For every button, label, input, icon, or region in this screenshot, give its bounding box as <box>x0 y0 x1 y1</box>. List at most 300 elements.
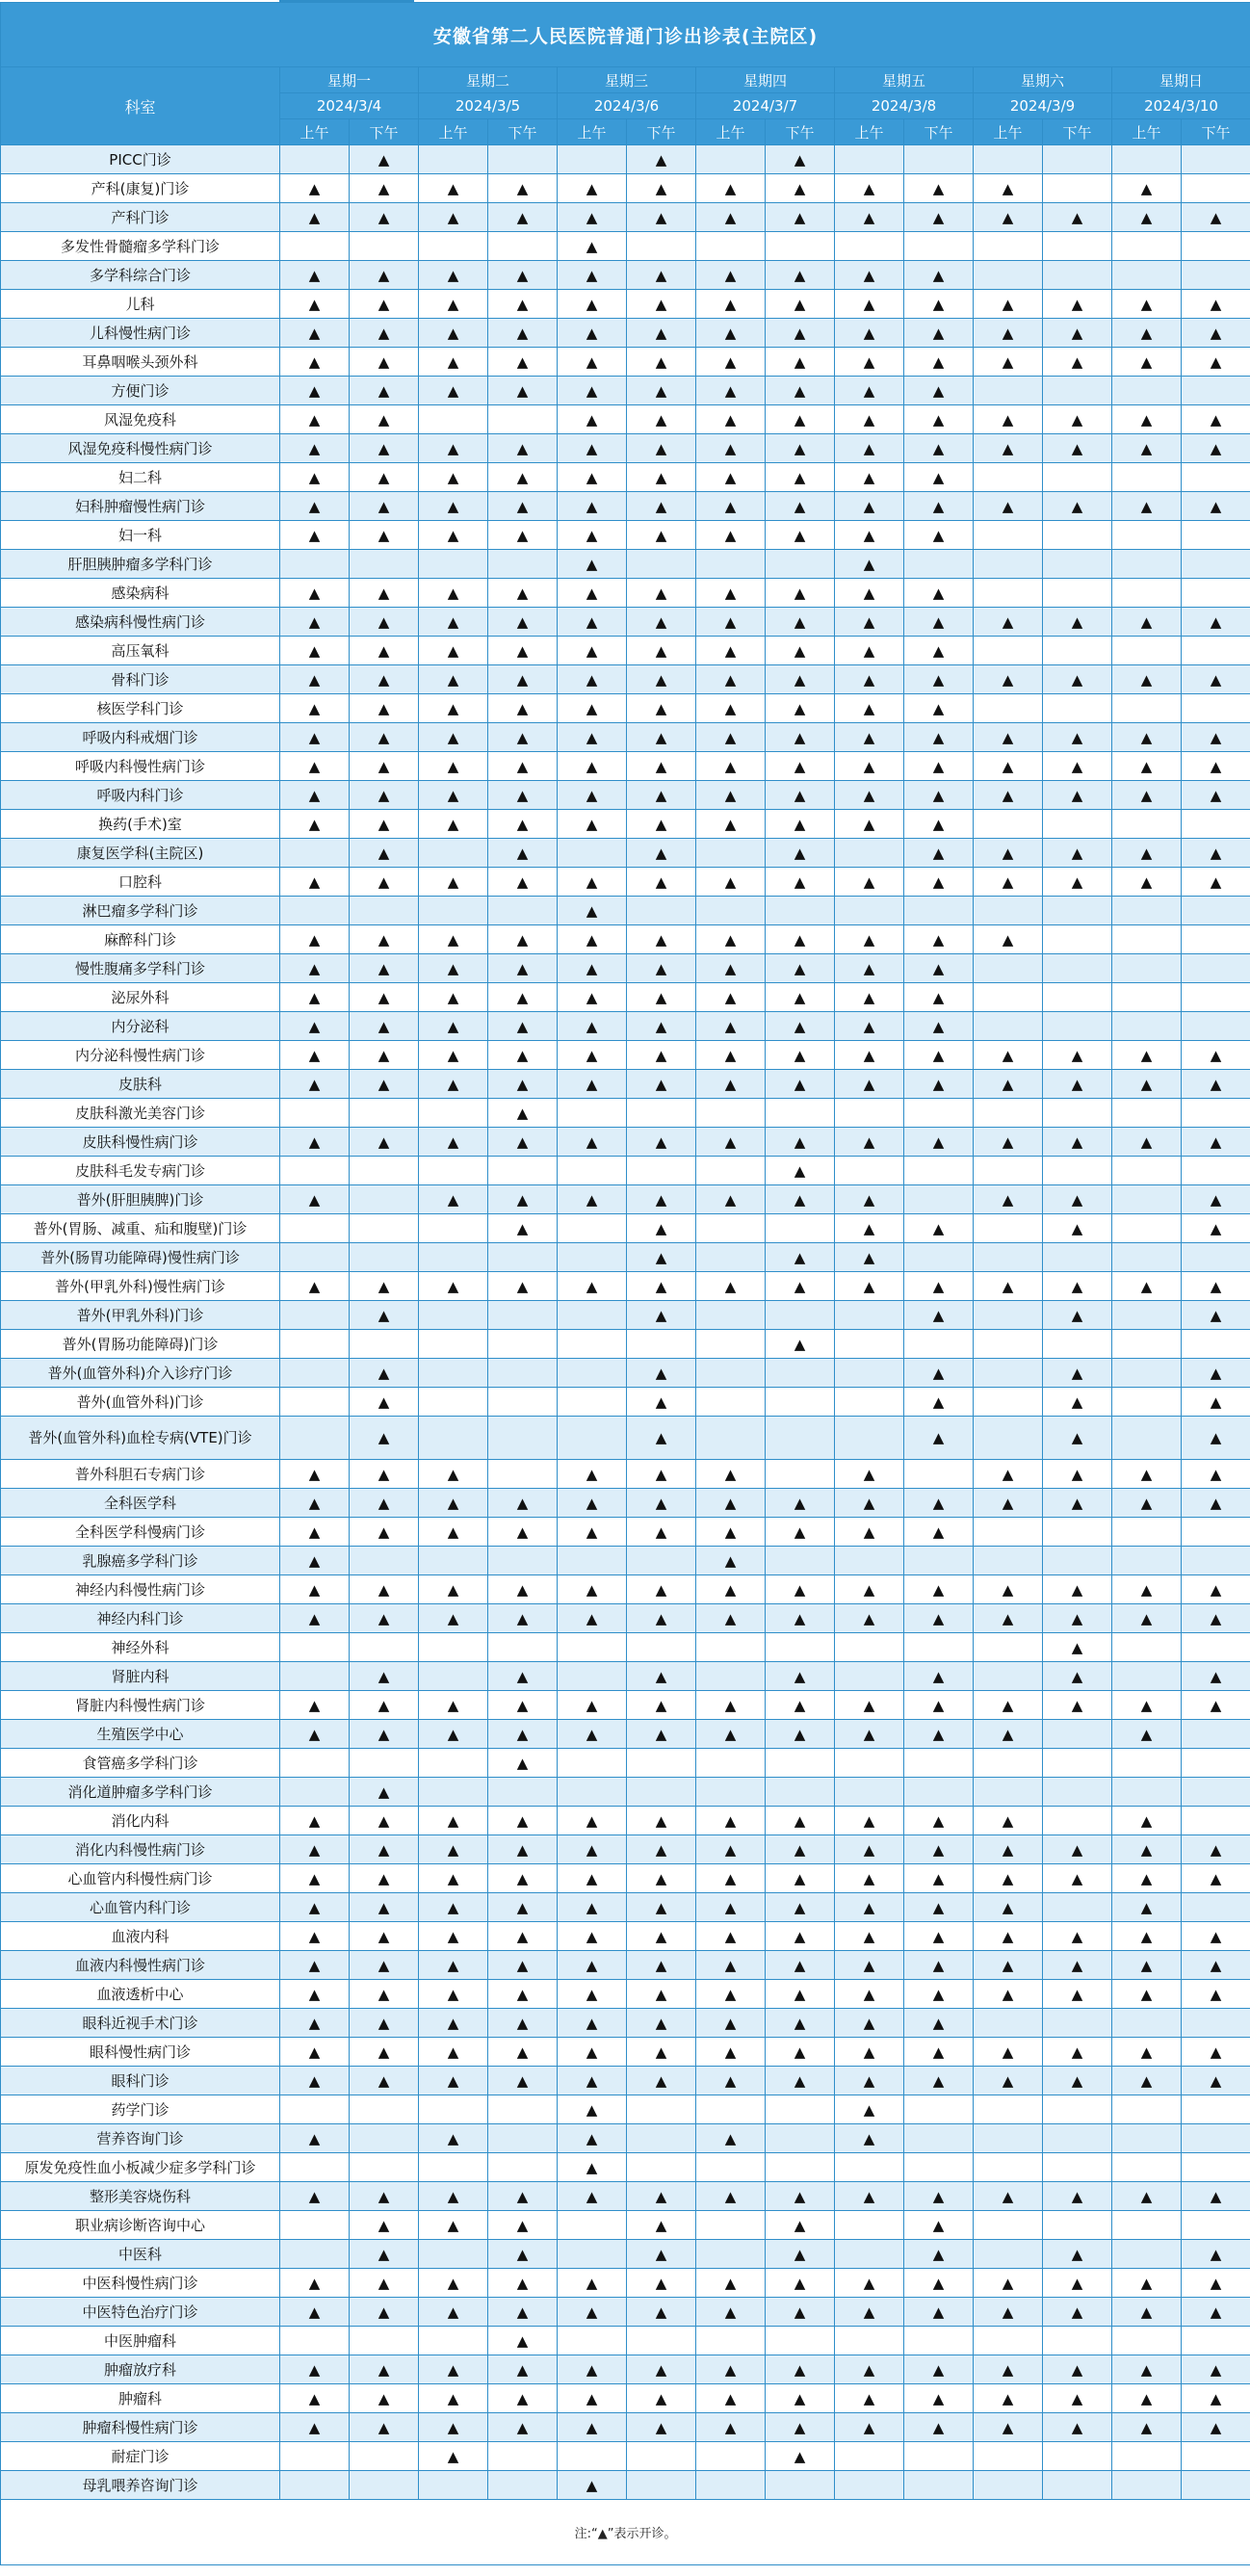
open-slot-mark: ▲ <box>696 405 766 434</box>
open-slot-mark: ▲ <box>1112 1893 1182 1922</box>
empty-slot-cell <box>1182 954 1250 983</box>
open-slot-mark: ▲ <box>835 405 904 434</box>
open-slot-mark: ▲ <box>558 1980 627 2009</box>
open-slot-mark: ▲ <box>904 925 974 954</box>
open-slot-mark: ▲ <box>904 2038 974 2067</box>
open-slot-mark: ▲ <box>280 319 350 348</box>
open-slot-mark: ▲ <box>627 752 696 781</box>
am-header: 上午 <box>1112 119 1182 145</box>
empty-slot-cell <box>419 1214 488 1243</box>
dept-name-cell: 乳腺癌多学科门诊 <box>1 1547 280 1575</box>
empty-slot-cell <box>1043 1243 1112 1272</box>
open-slot-mark: ▲ <box>904 2240 974 2269</box>
open-slot-mark: ▲ <box>350 319 419 348</box>
open-slot-mark: ▲ <box>904 839 974 868</box>
open-slot-mark: ▲ <box>280 492 350 521</box>
empty-slot-cell <box>835 232 904 261</box>
table-row <box>1 174 1250 203</box>
table-row <box>1 463 1250 492</box>
table-row <box>1 2067 1250 2095</box>
open-slot-mark: ▲ <box>350 579 419 608</box>
empty-slot-cell <box>974 2095 1043 2124</box>
open-slot-mark: ▲ <box>696 2009 766 2038</box>
open-slot-mark: ▲ <box>558 983 627 1012</box>
empty-slot-cell <box>1112 463 1182 492</box>
open-slot-mark: ▲ <box>696 2182 766 2211</box>
empty-slot-cell <box>350 1749 419 1778</box>
open-slot-mark: ▲ <box>974 1489 1043 1518</box>
empty-slot-cell <box>1112 983 1182 1012</box>
empty-slot-cell <box>835 2327 904 2355</box>
open-slot-mark: ▲ <box>904 2298 974 2327</box>
open-slot-mark: ▲ <box>1043 1460 1112 1489</box>
open-slot-mark: ▲ <box>488 1980 558 2009</box>
empty-slot-cell <box>1182 579 1250 608</box>
open-slot-mark: ▲ <box>558 2124 627 2153</box>
empty-slot-cell <box>350 2327 419 2355</box>
open-slot-mark: ▲ <box>766 2355 835 2384</box>
date-header: 2024/3/5 <box>419 93 558 119</box>
open-slot-mark: ▲ <box>627 665 696 694</box>
open-slot-mark: ▲ <box>696 2067 766 2095</box>
empty-slot-cell <box>974 145 1043 174</box>
open-slot-mark: ▲ <box>696 434 766 463</box>
open-slot-mark: ▲ <box>558 1012 627 1041</box>
table-row <box>1 1359 1250 1388</box>
open-slot-mark: ▲ <box>627 1460 696 1489</box>
table-row <box>1 1041 1250 1070</box>
empty-slot-cell <box>696 2442 766 2471</box>
empty-slot-cell <box>835 1388 904 1417</box>
open-slot-mark: ▲ <box>696 723 766 752</box>
open-slot-mark: ▲ <box>280 2298 350 2327</box>
empty-slot-cell <box>696 2471 766 2500</box>
open-slot-mark: ▲ <box>488 319 558 348</box>
empty-slot-cell <box>1043 1807 1112 1835</box>
table-row <box>1 868 1250 897</box>
empty-slot-cell <box>835 1633 904 1662</box>
empty-slot-cell <box>766 1301 835 1330</box>
open-slot-mark: ▲ <box>1043 1633 1112 1662</box>
table-row <box>1 1720 1250 1749</box>
table-row <box>1 1157 1250 1185</box>
empty-slot-cell <box>835 145 904 174</box>
empty-slot-cell <box>1112 1214 1182 1243</box>
dept-name-cell: 原发免疫性血小板减少症多学科门诊 <box>1 2153 280 2182</box>
open-slot-mark: ▲ <box>974 1128 1043 1157</box>
dept-name-cell: 血液透析中心 <box>1 1980 280 2009</box>
open-slot-mark: ▲ <box>350 203 419 232</box>
dept-name-cell: 神经内科慢性病门诊 <box>1 1575 280 1604</box>
empty-slot-cell <box>350 1214 419 1243</box>
empty-slot-cell <box>350 232 419 261</box>
open-slot-mark: ▲ <box>696 1272 766 1301</box>
open-slot-mark: ▲ <box>488 839 558 868</box>
pm-header: 下午 <box>1043 119 1112 145</box>
open-slot-mark: ▲ <box>1182 1489 1250 1518</box>
empty-slot-cell <box>350 2124 419 2153</box>
open-slot-mark: ▲ <box>766 954 835 983</box>
dept-name-cell: 普外(血管外科)门诊 <box>1 1388 280 1417</box>
empty-slot-cell <box>974 954 1043 983</box>
dept-name-cell: 内分泌科 <box>1 1012 280 1041</box>
open-slot-mark: ▲ <box>696 290 766 319</box>
open-slot-mark: ▲ <box>558 2067 627 2095</box>
open-slot-mark: ▲ <box>696 1128 766 1157</box>
empty-slot-cell <box>627 1157 696 1185</box>
open-slot-mark: ▲ <box>974 2269 1043 2298</box>
open-slot-mark: ▲ <box>974 608 1043 637</box>
open-slot-mark: ▲ <box>1182 1214 1250 1243</box>
empty-slot-cell <box>1112 579 1182 608</box>
empty-slot-cell <box>1112 694 1182 723</box>
open-slot-mark: ▲ <box>766 1185 835 1214</box>
dept-name-cell: 妇一科 <box>1 521 280 550</box>
empty-slot-cell <box>835 1547 904 1575</box>
open-slot-mark: ▲ <box>766 839 835 868</box>
open-slot-mark: ▲ <box>1043 1951 1112 1980</box>
open-slot-mark: ▲ <box>1182 2413 1250 2442</box>
empty-slot-cell <box>488 232 558 261</box>
am-header: 上午 <box>696 119 766 145</box>
open-slot-mark: ▲ <box>835 810 904 839</box>
open-slot-mark: ▲ <box>1043 1128 1112 1157</box>
open-slot-mark: ▲ <box>974 2413 1043 2442</box>
empty-slot-cell <box>1112 1157 1182 1185</box>
open-slot-mark: ▲ <box>280 1070 350 1099</box>
open-slot-mark: ▲ <box>350 2355 419 2384</box>
am-header: 上午 <box>558 119 627 145</box>
open-slot-mark: ▲ <box>280 925 350 954</box>
table-row <box>1 1922 1250 1951</box>
open-slot-mark: ▲ <box>1043 1070 1112 1099</box>
empty-slot-cell <box>1043 2009 1112 2038</box>
open-slot-mark: ▲ <box>558 810 627 839</box>
dept-name-cell: 换药(手术)室 <box>1 810 280 839</box>
dept-name-cell: 心血管内科慢性病门诊 <box>1 1864 280 1893</box>
open-slot-mark: ▲ <box>558 2153 627 2182</box>
dept-column-header: 科室 <box>1 67 280 145</box>
open-slot-mark: ▲ <box>280 405 350 434</box>
open-slot-mark: ▲ <box>627 1951 696 1980</box>
open-slot-mark: ▲ <box>974 752 1043 781</box>
open-slot-mark: ▲ <box>488 781 558 810</box>
empty-slot-cell <box>558 1749 627 1778</box>
open-slot-mark: ▲ <box>1043 2298 1112 2327</box>
open-slot-mark: ▲ <box>696 1720 766 1749</box>
open-slot-mark: ▲ <box>1112 1720 1182 1749</box>
open-slot-mark: ▲ <box>766 608 835 637</box>
open-slot-mark: ▲ <box>766 810 835 839</box>
open-slot-mark: ▲ <box>488 1662 558 1691</box>
open-slot-mark: ▲ <box>627 1185 696 1214</box>
open-slot-mark: ▲ <box>280 954 350 983</box>
open-slot-mark: ▲ <box>1043 2067 1112 2095</box>
empty-slot-cell <box>350 1547 419 1575</box>
empty-slot-cell <box>1112 1359 1182 1388</box>
open-slot-mark: ▲ <box>627 1893 696 1922</box>
empty-slot-cell <box>350 1633 419 1662</box>
empty-slot-cell <box>558 839 627 868</box>
empty-slot-cell <box>974 983 1043 1012</box>
open-slot-mark: ▲ <box>766 1012 835 1041</box>
open-slot-mark: ▲ <box>419 1012 488 1041</box>
empty-slot-cell <box>1112 1749 1182 1778</box>
open-slot-mark: ▲ <box>1112 868 1182 897</box>
dept-name-cell: 普外(甲乳外科)慢性病门诊 <box>1 1272 280 1301</box>
open-slot-mark: ▲ <box>696 2124 766 2153</box>
open-slot-mark: ▲ <box>419 1980 488 2009</box>
empty-slot-cell <box>1043 637 1112 665</box>
empty-slot-cell <box>1112 1388 1182 1417</box>
empty-slot-cell <box>419 1330 488 1359</box>
empty-slot-cell <box>558 1778 627 1807</box>
open-slot-mark: ▲ <box>558 723 627 752</box>
empty-slot-cell <box>280 1417 350 1460</box>
table-row <box>1 2413 1250 2442</box>
empty-slot-cell <box>1182 1807 1250 1835</box>
open-slot-mark: ▲ <box>488 1185 558 1214</box>
table-row <box>1 1272 1250 1301</box>
open-slot-mark: ▲ <box>558 232 627 261</box>
open-slot-mark: ▲ <box>904 434 974 463</box>
open-slot-mark: ▲ <box>835 2038 904 2067</box>
open-slot-mark: ▲ <box>419 1489 488 1518</box>
open-slot-mark: ▲ <box>350 492 419 521</box>
open-slot-mark: ▲ <box>350 1951 419 1980</box>
empty-slot-cell <box>696 1417 766 1460</box>
empty-slot-cell <box>974 2124 1043 2153</box>
empty-slot-cell <box>1182 463 1250 492</box>
open-slot-mark: ▲ <box>835 1864 904 1893</box>
empty-slot-cell <box>904 1778 974 1807</box>
empty-slot-cell <box>558 1633 627 1662</box>
open-slot-mark: ▲ <box>766 2182 835 2211</box>
pm-header: 下午 <box>1182 119 1250 145</box>
table-row <box>1 954 1250 983</box>
open-slot-mark: ▲ <box>280 1835 350 1864</box>
clinic-schedule-table <box>0 2 1250 2565</box>
open-slot-mark: ▲ <box>419 983 488 1012</box>
open-slot-mark: ▲ <box>1112 492 1182 521</box>
empty-slot-cell <box>696 2240 766 2269</box>
open-slot-mark: ▲ <box>974 925 1043 954</box>
open-slot-mark: ▲ <box>419 348 488 377</box>
open-slot-mark: ▲ <box>280 1951 350 1980</box>
open-slot-mark: ▲ <box>627 954 696 983</box>
empty-slot-cell <box>419 232 488 261</box>
empty-slot-cell <box>835 839 904 868</box>
dept-name-cell: 生殖医学中心 <box>1 1720 280 1749</box>
table-row <box>1 1417 1250 1460</box>
open-slot-mark: ▲ <box>419 290 488 319</box>
open-slot-mark: ▲ <box>904 608 974 637</box>
open-slot-mark: ▲ <box>627 1388 696 1417</box>
open-slot-mark: ▲ <box>419 463 488 492</box>
am-header: 上午 <box>419 119 488 145</box>
table-row <box>1 1489 1250 1518</box>
open-slot-mark: ▲ <box>1182 1272 1250 1301</box>
open-slot-mark: ▲ <box>766 492 835 521</box>
table-row <box>1 752 1250 781</box>
empty-slot-cell <box>1112 2327 1182 2355</box>
open-slot-mark: ▲ <box>1043 781 1112 810</box>
open-slot-mark: ▲ <box>627 2384 696 2413</box>
dept-name-cell: 肝胆胰肿瘤多学科门诊 <box>1 550 280 579</box>
open-slot-mark: ▲ <box>835 925 904 954</box>
open-slot-mark: ▲ <box>627 290 696 319</box>
open-slot-mark: ▲ <box>1112 2413 1182 2442</box>
open-slot-mark: ▲ <box>627 174 696 203</box>
open-slot-mark: ▲ <box>488 1518 558 1547</box>
open-slot-mark: ▲ <box>1112 1951 1182 1980</box>
open-slot-mark: ▲ <box>766 434 835 463</box>
table-row <box>1 2211 1250 2240</box>
open-slot-mark: ▲ <box>627 1720 696 1749</box>
open-slot-mark: ▲ <box>419 1807 488 1835</box>
open-slot-mark: ▲ <box>696 810 766 839</box>
table-row <box>1 1185 1250 1214</box>
open-slot-mark: ▲ <box>974 1720 1043 1749</box>
open-slot-mark: ▲ <box>1043 290 1112 319</box>
empty-slot-cell <box>1112 897 1182 925</box>
open-slot-mark: ▲ <box>280 781 350 810</box>
dept-name-cell: 呼吸内科戒烟门诊 <box>1 723 280 752</box>
open-slot-mark: ▲ <box>904 261 974 290</box>
open-slot-mark: ▲ <box>1043 1489 1112 1518</box>
open-slot-mark: ▲ <box>766 1604 835 1633</box>
open-slot-mark: ▲ <box>419 1185 488 1214</box>
empty-slot-cell <box>1043 2327 1112 2355</box>
open-slot-mark: ▲ <box>904 492 974 521</box>
empty-slot-cell <box>280 1301 350 1330</box>
open-slot-mark: ▲ <box>280 1460 350 1489</box>
open-slot-mark: ▲ <box>904 1070 974 1099</box>
dept-name-cell: 血液内科慢性病门诊 <box>1 1951 280 1980</box>
empty-slot-cell <box>558 1388 627 1417</box>
dept-name-cell: 儿科 <box>1 290 280 319</box>
empty-slot-cell <box>419 1749 488 1778</box>
open-slot-mark: ▲ <box>835 2182 904 2211</box>
open-slot-mark: ▲ <box>488 2269 558 2298</box>
open-slot-mark: ▲ <box>766 2211 835 2240</box>
empty-slot-cell <box>696 1749 766 1778</box>
open-slot-mark: ▲ <box>1112 2269 1182 2298</box>
empty-slot-cell <box>835 2211 904 2240</box>
open-slot-mark: ▲ <box>766 2413 835 2442</box>
empty-slot-cell <box>1043 2153 1112 2182</box>
empty-slot-cell <box>766 1547 835 1575</box>
open-slot-mark: ▲ <box>766 1157 835 1185</box>
open-slot-mark: ▲ <box>558 1951 627 1980</box>
empty-slot-cell <box>627 1749 696 1778</box>
open-slot-mark: ▲ <box>627 1835 696 1864</box>
open-slot-mark: ▲ <box>627 463 696 492</box>
open-slot-mark: ▲ <box>835 2384 904 2413</box>
empty-slot-cell <box>904 1157 974 1185</box>
open-slot-mark: ▲ <box>696 781 766 810</box>
open-slot-mark: ▲ <box>280 694 350 723</box>
open-slot-mark: ▲ <box>696 319 766 348</box>
open-slot-mark: ▲ <box>974 405 1043 434</box>
open-slot-mark: ▲ <box>627 983 696 1012</box>
open-slot-mark: ▲ <box>904 665 974 694</box>
empty-slot-cell <box>696 550 766 579</box>
open-slot-mark: ▲ <box>350 1691 419 1720</box>
open-slot-mark: ▲ <box>627 1359 696 1388</box>
open-slot-mark: ▲ <box>904 2182 974 2211</box>
open-slot-mark: ▲ <box>350 1388 419 1417</box>
open-slot-mark: ▲ <box>904 1518 974 1547</box>
open-slot-mark: ▲ <box>1182 1604 1250 1633</box>
open-slot-mark: ▲ <box>419 1575 488 1604</box>
open-slot-mark: ▲ <box>280 1807 350 1835</box>
open-slot-mark: ▲ <box>350 1720 419 1749</box>
table-row <box>1 290 1250 319</box>
open-slot-mark: ▲ <box>488 665 558 694</box>
open-slot-mark: ▲ <box>558 2182 627 2211</box>
open-slot-mark: ▲ <box>280 1041 350 1070</box>
open-slot-mark: ▲ <box>280 203 350 232</box>
table-row <box>1 1575 1250 1604</box>
open-slot-mark: ▲ <box>488 1070 558 1099</box>
table-row <box>1 1893 1250 1922</box>
table-row <box>1 1807 1250 1835</box>
open-slot-mark: ▲ <box>419 2355 488 2384</box>
open-slot-mark: ▲ <box>488 463 558 492</box>
empty-slot-cell <box>904 1243 974 1272</box>
empty-slot-cell <box>1182 521 1250 550</box>
open-slot-mark: ▲ <box>904 1922 974 1951</box>
open-slot-mark: ▲ <box>1182 1185 1250 1214</box>
empty-slot-cell <box>558 1359 627 1388</box>
empty-slot-cell <box>1043 1157 1112 1185</box>
empty-slot-cell <box>1182 1243 1250 1272</box>
open-slot-mark: ▲ <box>766 2442 835 2471</box>
open-slot-mark: ▲ <box>350 1807 419 1835</box>
open-slot-mark: ▲ <box>419 2413 488 2442</box>
open-slot-mark: ▲ <box>696 1460 766 1489</box>
empty-slot-cell <box>1112 232 1182 261</box>
empty-slot-cell <box>974 1301 1043 1330</box>
open-slot-mark: ▲ <box>350 1359 419 1388</box>
open-slot-mark: ▲ <box>419 868 488 897</box>
open-slot-mark: ▲ <box>1182 2038 1250 2067</box>
open-slot-mark: ▲ <box>350 1604 419 1633</box>
open-slot-mark: ▲ <box>627 1575 696 1604</box>
empty-slot-cell <box>1112 1099 1182 1128</box>
open-slot-mark: ▲ <box>696 1518 766 1547</box>
empty-slot-cell <box>1112 2442 1182 2471</box>
empty-slot-cell <box>696 1243 766 1272</box>
empty-slot-cell <box>1112 954 1182 983</box>
open-slot-mark: ▲ <box>696 2269 766 2298</box>
open-slot-mark: ▲ <box>696 579 766 608</box>
empty-slot-cell <box>974 579 1043 608</box>
open-slot-mark: ▲ <box>974 2182 1043 2211</box>
open-slot-mark: ▲ <box>627 839 696 868</box>
open-slot-mark: ▲ <box>766 752 835 781</box>
open-slot-mark: ▲ <box>558 752 627 781</box>
open-slot-mark: ▲ <box>904 1835 974 1864</box>
open-slot-mark: ▲ <box>350 2413 419 2442</box>
open-slot-mark: ▲ <box>350 1301 419 1330</box>
empty-slot-cell <box>766 2095 835 2124</box>
empty-slot-cell <box>1112 2095 1182 2124</box>
open-slot-mark: ▲ <box>350 1128 419 1157</box>
open-slot-mark: ▲ <box>419 1835 488 1864</box>
open-slot-mark: ▲ <box>1112 2384 1182 2413</box>
